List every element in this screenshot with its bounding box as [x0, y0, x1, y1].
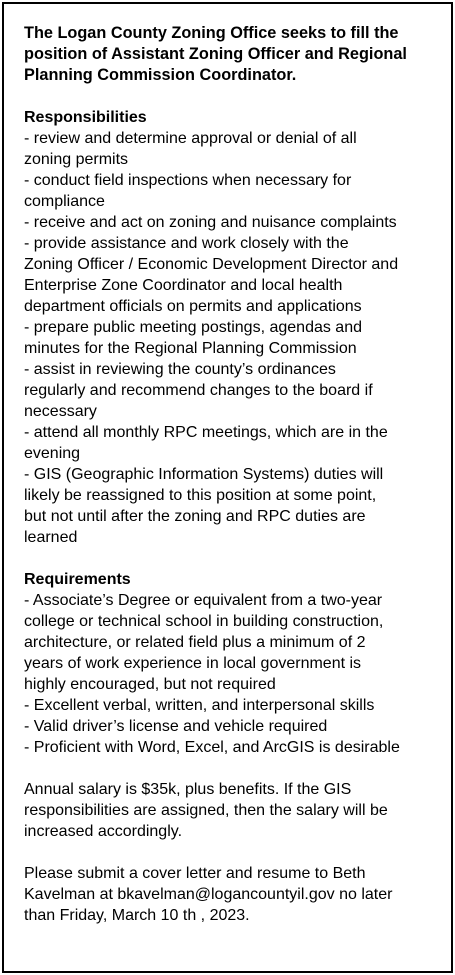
headline-line: position of Assistant Zoning Officer and Regional	[24, 45, 407, 63]
requirement-line: years of work experience in local government is	[24, 655, 362, 672]
responsibility-line: regularly and recommend changes to the board if	[24, 382, 373, 399]
responsibility-line: - review and determine approval or denial of all	[24, 130, 357, 147]
salary-line: increased accordingly.	[24, 823, 183, 840]
job-ad-frame	[2, 2, 453, 973]
salary-line: Annual salary is $35k, plus benefits. If the GIS	[24, 781, 352, 798]
responsibility-line: - attend all monthly RPC meetings, which are in the	[24, 424, 388, 441]
responsibilities-list	[24, 128, 449, 548]
responsibility-line: Enterprise Zone Coordinator and local health	[24, 277, 343, 294]
requirement-line: - Valid driver’s license and vehicle required	[24, 718, 328, 735]
responsibility-line: likely be reassigned to this position at some point,	[24, 487, 377, 504]
submission-line: Please submit a cover letter and resume to Beth	[24, 865, 366, 882]
requirement-line: highly encouraged, but not required	[24, 676, 276, 693]
responsibility-line: learned	[24, 529, 78, 546]
responsibility-line: zoning permits	[24, 151, 129, 168]
requirements-heading: Requirements	[24, 571, 131, 588]
headline	[24, 23, 449, 86]
requirement-line: - Associate’s Degree or equivalent from a two-year	[24, 592, 383, 609]
requirement-line: college or technical school in building construction,	[24, 613, 384, 630]
headline-line: The Logan County Zoning Office seeks to fill the	[24, 24, 399, 42]
responsibility-line: - conduct field inspections when necessary for	[24, 172, 352, 189]
responsibilities-heading: Responsibilities	[24, 109, 147, 126]
responsibility-line: - assist in reviewing the county’s ordinances	[24, 361, 336, 378]
responsibility-line: - GIS (Geographic Information Systems) duties will	[24, 466, 384, 483]
requirement-line: architecture, or related field plus a minimum of 2	[24, 634, 366, 651]
responsibility-line: evening	[24, 445, 81, 462]
responsibility-line: Zoning Officer / Economic Development Director and	[24, 256, 399, 273]
salary-paragraph	[24, 779, 449, 842]
submission-paragraph	[24, 863, 449, 926]
responsibility-line: - provide assistance and work closely with the	[24, 235, 349, 252]
responsibility-line: compliance	[24, 193, 105, 210]
submission-line: Kavelman at bkavelman@logancountyil.gov no later	[24, 886, 393, 903]
responsibility-line: necessary	[24, 403, 97, 420]
responsibility-line: minutes for the Regional Planning Commission	[24, 340, 357, 357]
responsibility-line: but not until after the zoning and RPC duties are	[24, 508, 366, 525]
requirement-line: - Excellent verbal, written, and interpersonal skills	[24, 697, 375, 714]
requirements-list	[24, 590, 449, 758]
responsibility-line: - receive and act on zoning and nuisance complaints	[24, 214, 397, 231]
job-ad-body	[24, 23, 449, 926]
responsibility-line: department officials on permits and applications	[24, 298, 362, 315]
salary-line: responsibilities are assigned, then the salary will be	[24, 802, 388, 819]
submission-line: than Friday, March 10 th , 2023.	[24, 907, 250, 924]
responsibility-line: - prepare public meeting postings, agendas and	[24, 319, 362, 336]
requirement-line: - Proficient with Word, Excel, and ArcGIS is desirable	[24, 739, 400, 756]
headline-line: Planning Commission Coordinator.	[24, 66, 297, 84]
